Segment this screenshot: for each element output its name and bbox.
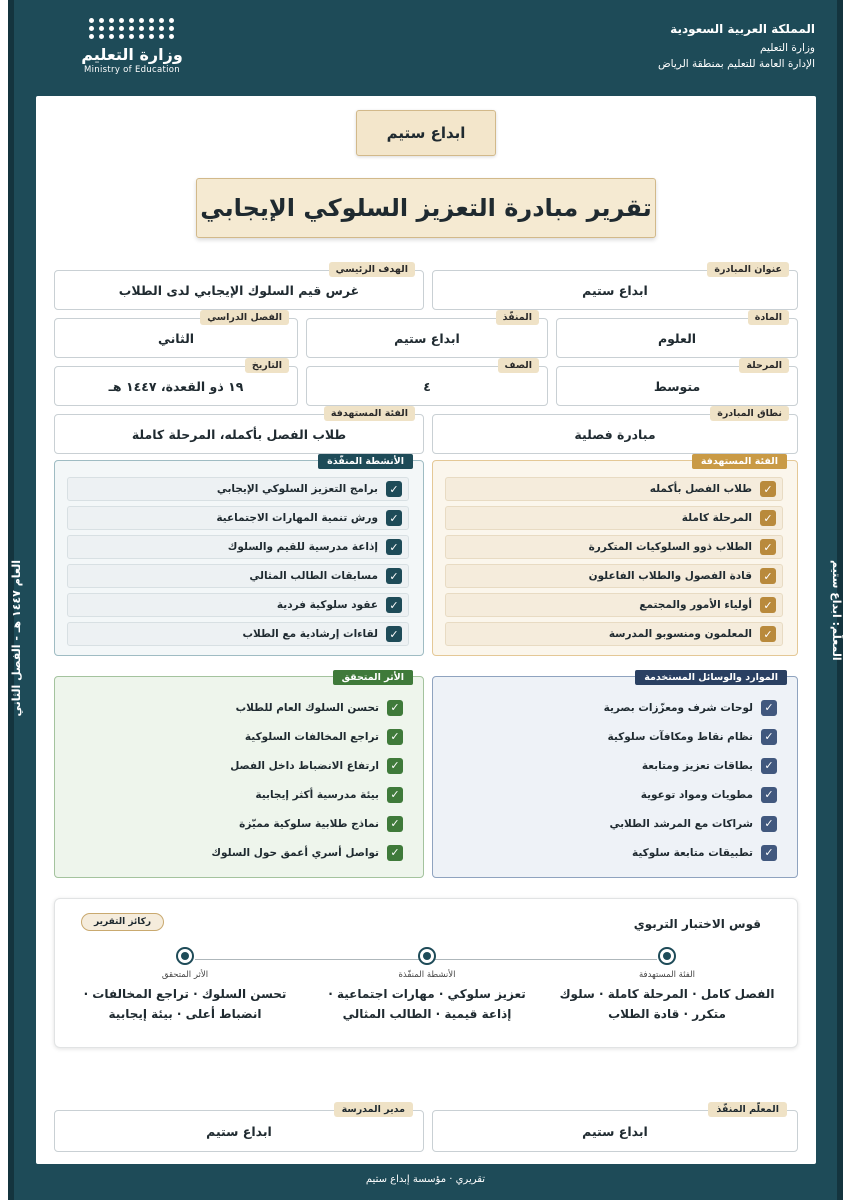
- impact-panel: [54, 672, 424, 878]
- list-item: ✓ المعلمون ومنسوبو المدرسة: [445, 622, 783, 646]
- node-dot-icon: [418, 947, 436, 965]
- node-text: تحسن السلوك · تراجع المخالفات · انضباط أعلى · بيئة إيجابية: [83, 987, 287, 1021]
- field-label: المعلّم المنفّذ: [708, 1102, 787, 1117]
- check-icon: ✓: [760, 539, 776, 555]
- field-value: ابداع ستيم: [206, 1123, 272, 1139]
- side-label-teacher: المعلّم: ابداع ستيم: [830, 560, 843, 661]
- check-icon: ✓: [760, 568, 776, 584]
- field-label: عنوان المبادرة: [707, 262, 789, 277]
- field-value: ابداع ستيم: [582, 282, 648, 298]
- list-item: ✓ بيئة مدرسية أكثر إيجابية: [67, 780, 409, 809]
- field-label: التاريخ: [245, 358, 289, 373]
- node-text: الفصل كامل · المرحلة كاملة · سلوك متكرر · قادة الطلاب: [559, 987, 775, 1021]
- list-item: ✓ أولياء الأمور والمجتمع: [445, 593, 783, 617]
- check-icon: ✓: [387, 729, 403, 745]
- list-item: ✓ نظام نقاط ومكافآت سلوكية: [445, 722, 783, 751]
- field-initiative-title: [432, 264, 798, 310]
- list-item: ✓ قادة الفصول والطلاب الفاعلون: [445, 564, 783, 588]
- check-icon: ✓: [761, 700, 777, 716]
- field-label: الفصل الدراسي: [200, 310, 289, 325]
- check-icon: ✓: [386, 539, 402, 555]
- side-label-year: العام ١٤٤٧ هـ - الفصل الثاني: [10, 560, 23, 717]
- node-label: الفئة المستهدفة: [638, 970, 696, 980]
- check-icon: ✓: [761, 729, 777, 745]
- list-item: ✓ عقود سلوكية فردية: [67, 593, 409, 617]
- node-text: تعزيز سلوكي · مهارات اجتماعية · إذاعة قيمية · الطالب المثالي: [328, 987, 526, 1021]
- field-value: العلوم: [657, 330, 697, 346]
- field-date: [54, 360, 298, 406]
- field-label: المادة: [748, 310, 789, 325]
- node-dot-icon: [658, 947, 676, 965]
- list-item: ✓ إذاعة مدرسية للقيم والسلوك: [67, 535, 409, 559]
- check-icon: ✓: [386, 568, 402, 584]
- field-grade: [306, 360, 548, 406]
- field-label: الفئة المستهدفة: [324, 406, 415, 421]
- field-semester: [54, 312, 298, 358]
- list-item: ✓ الطلاب ذوو السلوكيات المتكررة: [445, 535, 783, 559]
- check-icon: ✓: [760, 597, 776, 613]
- educational-arc: [54, 898, 798, 1048]
- check-icon: ✓: [386, 626, 402, 642]
- school-badge: ابداع ستيم: [356, 110, 496, 156]
- principal-signature: [54, 1104, 424, 1152]
- check-icon: ✓: [760, 481, 776, 497]
- node-dot-icon: [176, 947, 194, 965]
- panel-title: الموارد والوسائل المستخدمة: [635, 670, 787, 685]
- list-item: ✓ طلاب الفصل بأكمله: [445, 477, 783, 501]
- activities-list: [67, 477, 409, 651]
- list-item: ✓ برامج التعزيز السلوكي الإيجابي: [67, 477, 409, 501]
- check-icon: ✓: [761, 758, 777, 774]
- pillars-pill: ركائز التقرير: [81, 913, 164, 931]
- check-icon: ✓: [760, 626, 776, 642]
- node-label: الأثر المتحقق: [161, 970, 209, 980]
- logo-dots-icon: [66, 18, 198, 39]
- teacher-signature: [432, 1104, 798, 1152]
- panel-title: الأثر المتحقق: [333, 670, 413, 685]
- list-item: ✓ تطبيقات متابعة سلوكية: [445, 838, 783, 867]
- kingdom-name: المملكة العربية السعودية: [670, 22, 815, 36]
- field-label: نطاق المبادرة: [710, 406, 789, 421]
- government-heading: [658, 22, 815, 74]
- field-value: غرس قيم السلوك الإيجابي لدى الطلاب: [118, 282, 360, 298]
- check-icon: ✓: [387, 700, 403, 716]
- check-icon: ✓: [387, 787, 403, 803]
- check-icon: ✓: [386, 481, 402, 497]
- field-value: متوسط: [653, 378, 701, 394]
- list-item: ✓ مسابقات الطالب المثالي: [67, 564, 409, 588]
- ministry-name: وزارة التعليم: [760, 42, 815, 54]
- field-value: ٤: [423, 378, 431, 394]
- field-main-goal: [54, 264, 424, 310]
- report-title: تقرير مبادرة التعزيز السلوكي الإيجابي: [196, 178, 656, 238]
- logo-arabic-text: وزارة التعليم: [81, 45, 183, 64]
- list-item: ✓ لوحات شرف ومعزّزات بصرية: [445, 693, 783, 722]
- field-value: مبادرة فصلية: [574, 426, 656, 442]
- arc-node-activities: [307, 947, 547, 1024]
- panel-title: الفئة المستهدفة: [692, 454, 787, 469]
- field-value: ابداع ستيم: [582, 1123, 648, 1139]
- field-executor: [306, 312, 548, 358]
- field-value: طلاب الفصل بأكمله، المرحلة كاملة: [131, 426, 347, 442]
- list-item: ✓ شراكات مع المرشد الطلابي: [445, 809, 783, 838]
- list-item: ✓ المرحلة كاملة: [445, 506, 783, 530]
- field-value: ابداع ستيم: [394, 330, 460, 346]
- check-icon: ✓: [387, 816, 403, 832]
- list-item: ✓ تحسن السلوك العام للطلاب: [67, 693, 409, 722]
- check-icon: ✓: [387, 758, 403, 774]
- target-group-panel: [432, 456, 798, 656]
- arc-node-impact: [65, 947, 305, 1024]
- field-value: الثاني: [157, 330, 195, 346]
- check-icon: ✓: [761, 787, 777, 803]
- list-item: ✓ تواصل أسري أعمق حول السلوك: [67, 838, 409, 867]
- impact-list: [67, 693, 409, 867]
- field-label: المنفّذ: [496, 310, 539, 325]
- footer-credit: تقريري · مؤسسة إبداع ستيم: [365, 1174, 486, 1185]
- resources-panel: [432, 672, 798, 878]
- field-label: الصف: [498, 358, 540, 373]
- list-item: ✓ ورش تنمية المهارات الاجتماعية: [67, 506, 409, 530]
- list-item: ✓ ارتفاع الانضباط داخل الفصل: [67, 751, 409, 780]
- field-label: مدير المدرسة: [334, 1102, 413, 1117]
- header: [8, 0, 843, 96]
- field-scope: [432, 408, 798, 454]
- panel-title: الأنشطة المنفّذة: [318, 454, 413, 469]
- node-label: الأنشطة المنفّذة: [398, 970, 456, 980]
- check-icon: ✓: [387, 845, 403, 861]
- field-label: الهدف الرئيسي: [329, 262, 415, 277]
- check-icon: ✓: [386, 597, 402, 613]
- arc-node-target: [547, 947, 787, 1024]
- logo-english-text: Ministry of Education: [84, 65, 180, 75]
- list-item: ✓ تراجع المخالفات السلوكية: [67, 722, 409, 751]
- field-target-group: [54, 408, 424, 454]
- ministry-logo: [66, 18, 198, 75]
- field-subject: [556, 312, 798, 358]
- arc-title: قوس الاختبار التربوي: [633, 917, 761, 931]
- activities-panel: [54, 456, 424, 656]
- report-paper: [36, 96, 816, 1164]
- list-item: ✓ نماذج طلابية سلوكية مميّزة: [67, 809, 409, 838]
- list-item: ✓ بطاقات تعزيز ومتابعة: [445, 751, 783, 780]
- field-label: المرحلة: [739, 358, 789, 373]
- check-icon: ✓: [760, 510, 776, 526]
- check-icon: ✓: [761, 845, 777, 861]
- target-list: [445, 477, 783, 651]
- region-name: الإدارة العامة للتعليم بمنطقة الرياض: [657, 58, 815, 70]
- check-icon: ✓: [386, 510, 402, 526]
- resources-list: [445, 693, 783, 867]
- check-icon: ✓: [761, 816, 777, 832]
- list-item: ✓ لقاءات إرشادية مع الطلاب: [67, 622, 409, 646]
- field-value: ١٩ ذو القعدة، ١٤٤٧ هـ: [108, 378, 244, 394]
- list-item: ✓ مطويات ومواد توعوية: [445, 780, 783, 809]
- field-stage: [556, 360, 798, 406]
